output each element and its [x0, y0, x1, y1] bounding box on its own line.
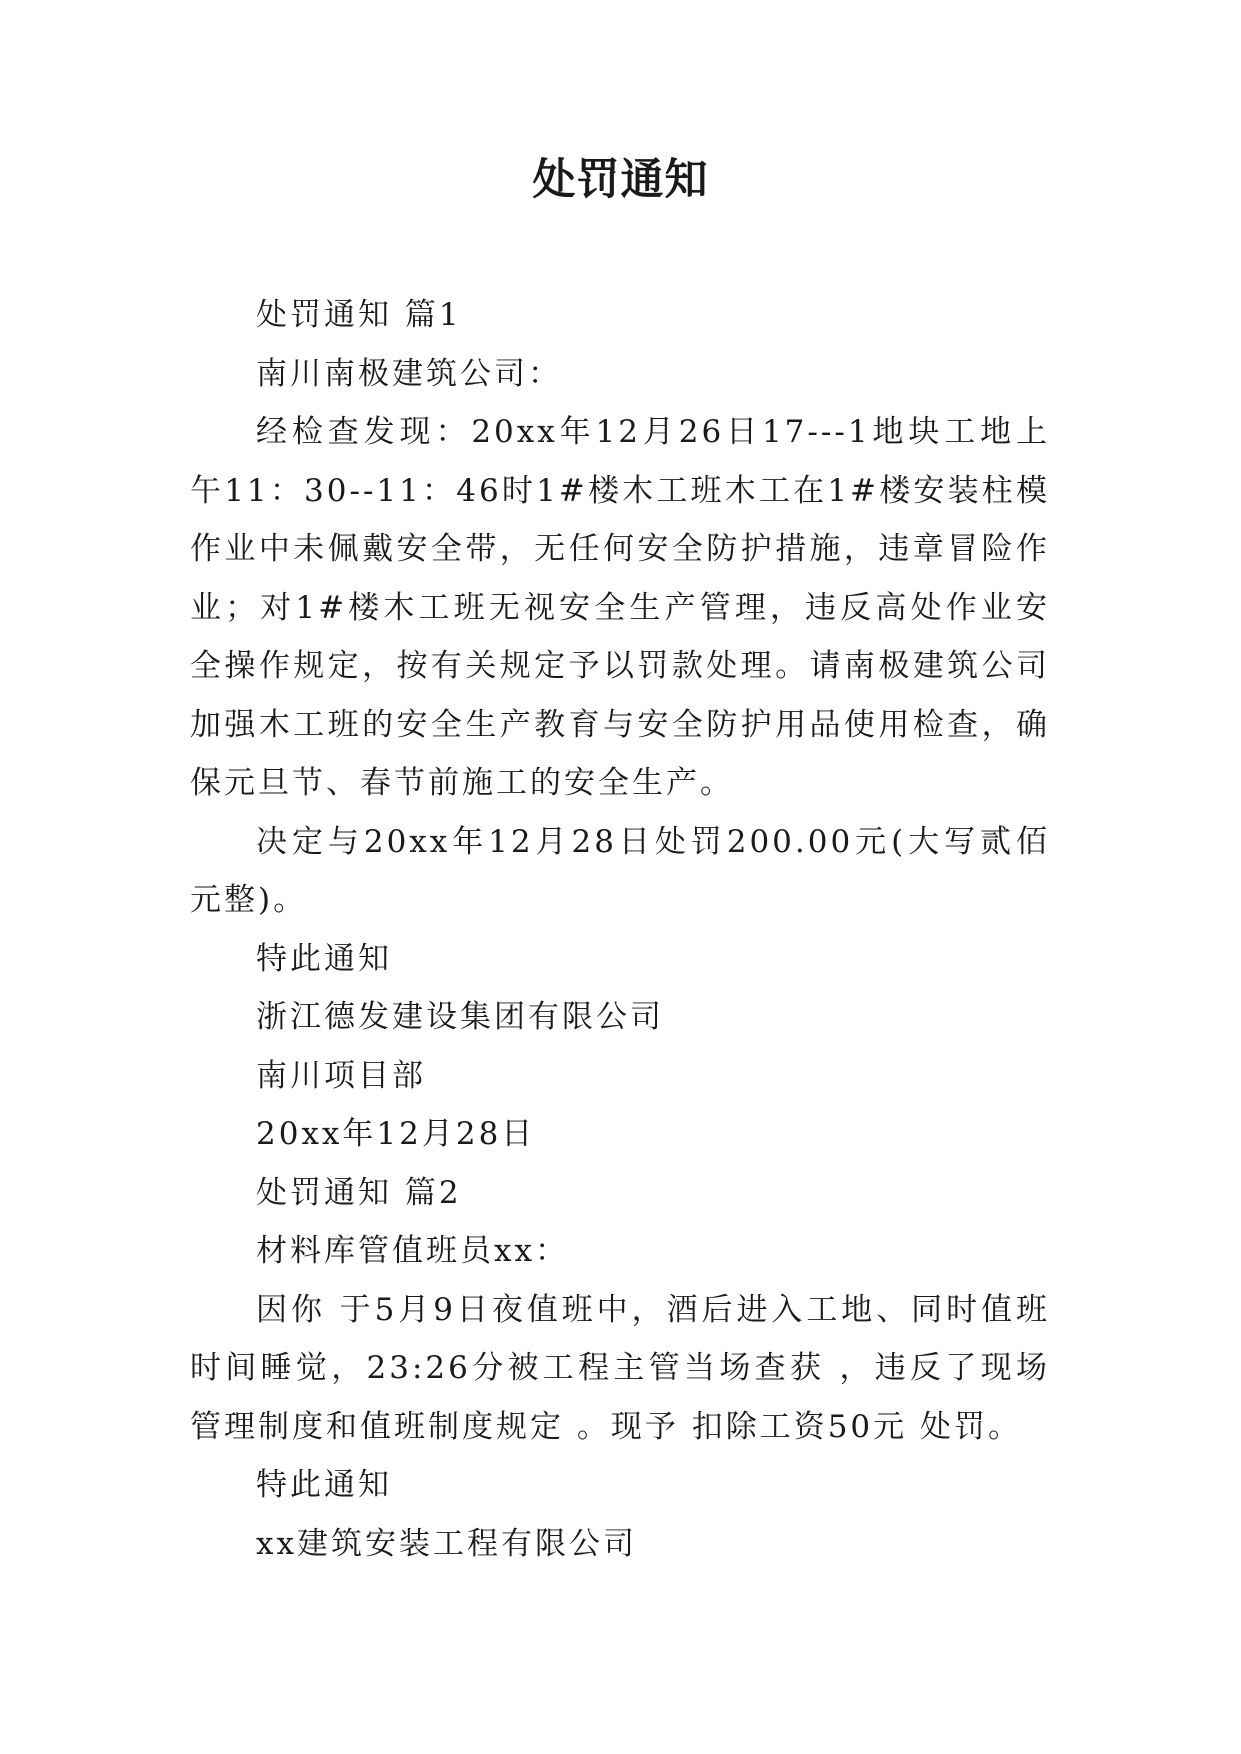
- issuer-company-2: xx建筑安装工程有限公司: [256, 1525, 637, 1562]
- notice-closing-2: 特此通知: [256, 1467, 392, 1503]
- inspection-paragraph: 经检查发现：20xx年12月26日17---1地块工地上午11：30--11：46时1#楼木工班木工在1#楼安装柱模作业中未佩戴安全带，无任何安全防护措施，违章冒险作业；对1#楼木工班无视安全生产管理，违反高处作业安全操作规定，按有关规定予以罚款处理。请南极建筑公司加强木工班的安全生产教育与安全防护用品使用检查，确保元旦节、春节前施工的安全生产。: [190, 414, 1050, 801]
- decision-paragraph: 决定与20xx年12月28日处罚200.00元(大写贰佰元整)。: [190, 823, 1050, 918]
- addressee-2: 材料库管值班员xx：: [256, 1233, 569, 1269]
- document-body: [190, 286, 1050, 1573]
- document-title: 处罚通知: [532, 155, 709, 205]
- notice-closing-1: 特此通知: [256, 940, 392, 977]
- issue-date-1: 20xx年12月28日: [256, 1116, 536, 1152]
- addressee-1: 南川南极建筑公司：: [256, 355, 562, 392]
- violation-paragraph-2: 因你 于5月9日夜值班中，酒后进入工地、同时值班时间睡觉，23:26分被工程主管当场查获 ，违反了现场管理制度和值班制度规定 。现予 扣除工资50元 处罚。: [190, 1291, 1050, 1445]
- issuer-department-1: 南川项目部: [256, 1057, 426, 1094]
- section-heading-1: 处罚通知 篇1: [256, 297, 462, 333]
- section-heading-2: 处罚通知 篇2: [256, 1174, 462, 1211]
- issuer-company-1: 浙江德发建设集团有限公司: [256, 999, 664, 1035]
